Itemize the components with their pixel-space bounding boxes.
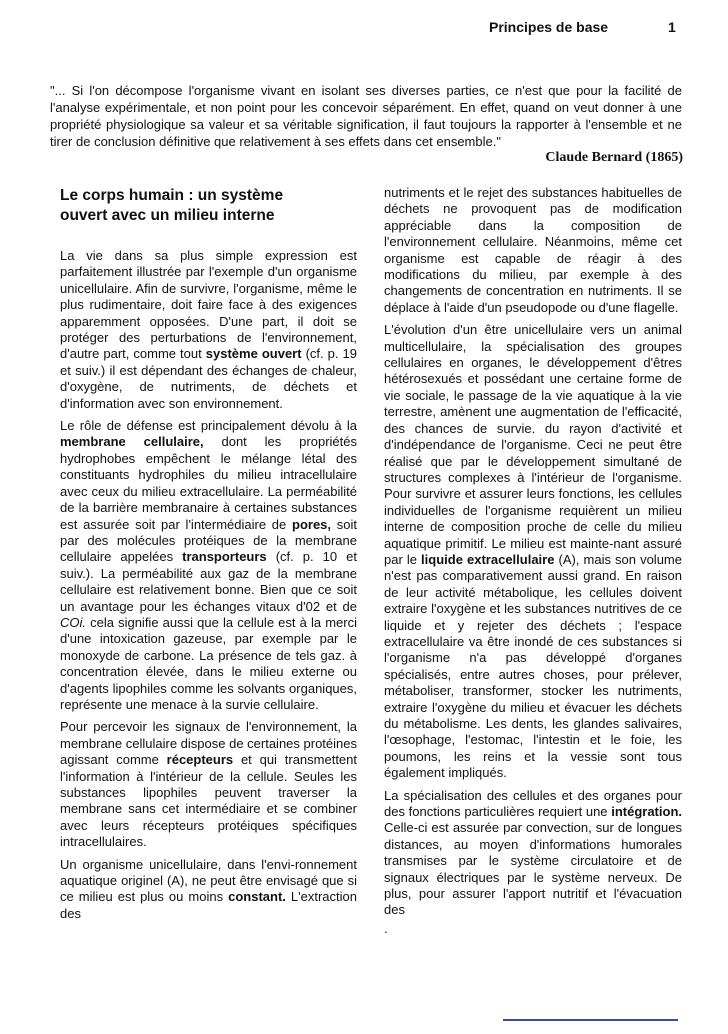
paragraph <box>60 418 357 713</box>
text-run: (cf. p. 19 et suiv.) il est dépendant des échanges de chaleur, d'oxygène, de nutriments, de déchets et d'information avec son environnement. <box>60 346 357 411</box>
paragraph <box>60 248 357 412</box>
page-header <box>0 19 728 39</box>
text-run: La spécialisation des cellules et des organes pour des fonctions particulières requiert une <box>384 787 682 820</box>
text-run: dont les propriétés hydrophobes empêchent le mélange létal des constituants hydrophiles du milieu intracellulaire avec ceux du milieu extracellulaire. La perméabilité de la barrière membranaire à certaines substances est assurée soit par l'intermédiaire de <box>60 434 357 532</box>
text-run: L'évolution d'un être unicellulaire vers un animal multicellulaire, la spécialisation des groupes cellulaires en organes, le développement d'êtres hétérosexués et possédant une certaine forme de vie sociale, le passage de la vie aquatique à la vie terrestre, amènent une augmentation de l'efficacité, des chances de survie. du rayon d'activité et d'indépendance de l'organisme. Ceci ne peut être réalisé que par le développement simultané de structures complexes à l'intérieur de l'organisme. Pour survivre et assurer leurs fonctions, les cellules individuelles de l'organisme requièrent un milieu interne de composition proche de celle du milieu aquatique primitif. Le milieu est mainte-nant assuré par le <box>384 322 682 567</box>
text-run: (A), mais son volume n'est pas comparativement aussi grand. En raison de leur activité métabolique, les cellules doivent extraire l'oxygène et les substances nutritives de ce liquide et y rejeter des déchets ; l'espace extracellulaire va être inondé de ces substances si l'organisme n'a pas développé d'organes spécialisés, entre autres choses, pour prélever, métaboliser, transformer, stocker les nutriments, extraire l'oxygène du milieu et évacuer les déchets du métabolisme. Les dents, les glandes salivaires, l'œsophage, l'estomac, l'intestin et le foie, les poumons, les reins et la vessie sont tous également impliqués. <box>384 551 682 781</box>
italic-term: COi. <box>60 614 86 630</box>
text-run: (cf. p. 10 et suiv.). La perméabilité aux gaz de la membrane cellulaire est relativement bonne. Bien que ce soit un avantage pour les échanges vitaux d'02 et de <box>60 549 357 614</box>
text-run: soit par des molécules protéiques de la membrane cellulaire appelées <box>60 516 357 565</box>
paragraph <box>384 322 682 781</box>
page-number: 1 <box>668 19 676 35</box>
epigraph-author: Claude Bernard (1865) <box>545 150 683 165</box>
text-run: cela signifie aussi que la cellule est à la merci d'une intoxication gazeuse, par exemple par le monoxyde de carbone. La présence de tels gaz. à concentration élevée, dans le milieu externe ou d'agents lipophiles comme les solvants organiques, représente une menace à la survie cellulaire. <box>60 614 357 712</box>
paragraph <box>384 788 682 919</box>
trailing-dot: . <box>384 920 388 936</box>
paragraph <box>60 857 357 923</box>
text-run: Le rôle de défense est principalement dévolu à la <box>60 418 357 434</box>
text-run: L'extraction des <box>60 889 357 921</box>
text-run: Un organisme unicellulaire, dans l'envi-ronnement aquatique originel (A), ne peut être envisagé que si ce milieu est plus ou moins <box>60 856 357 905</box>
section-heading <box>60 186 357 226</box>
bold-term: pores, <box>292 516 332 532</box>
bold-term: transporteurs <box>182 549 267 565</box>
right-column <box>384 185 682 943</box>
bold-term: intégration. <box>611 804 682 820</box>
section-title: Principes de base <box>489 19 609 35</box>
paragraph: nutriments et le rejet des substances habituelles de déchets ne provoquent pas de modification appréciable dans la composition de l'environnement cellulaire. Néanmoins, même cet organisme est capable de réagir à des modifications du milieu, par exemple à des changements de concentration en nutriments. Il se déplace à l'aide d'un pseudopode ou d'une flagelle. <box>384 185 682 315</box>
epigraph-quote: "... Si l'on décompose l'organisme vivant en isolant ses diverses parties, ce n'est que pour la facilité de l'analyse expérimentale, et non point pour les concevoir séparément. En effet, quand on veut donner à une propriété physiologique sa valeur et sa véritable signification, il faut toujours la rapporter à l'ensemble et ne tirer de conclusion définitive que relativement à ses effets dans cet ensemble." <box>50 83 682 149</box>
text-run: et qui transmettent l'information à l'intérieur de la cellule. Seules les substances lipophiles peuvent traverser la membrane sans cet intermédiaire et se combiner avec leurs récepteurs protéiques spécifiques intracellulaires. <box>60 752 358 850</box>
paragraph <box>60 719 357 850</box>
bold-term: membrane cellulaire, <box>60 434 204 450</box>
footer-rule <box>503 1019 678 1021</box>
left-column <box>60 186 357 928</box>
text-run: Pour percevoir les signaux de l'environnement, la membrane cellulaire dispose de certaines protéines agissant comme <box>60 719 357 768</box>
text-run: Celle-ci est assurée par convection, sur de longues distances, au moyen d'informations humorales transmises par le système circulatoire et de signaux électriques par le système nerveux. De plus, pour assurer l'apport nutritif et l'évacuation des <box>384 820 682 918</box>
bold-term: constant. <box>228 889 286 905</box>
bold-term: liquide extracellulaire <box>421 551 555 567</box>
heading-line-2: ouvert avec un milieu interne <box>60 207 275 224</box>
heading-line-1: Le corps humain : un système <box>60 187 284 204</box>
bold-term: récepteurs <box>166 752 234 768</box>
text-run: La vie dans sa plus simple expression est parfaitement illustrée par l'exemple d'un organisme unicellulaire. Afin de survivre, l'organisme, même le plus rudimentaire, doit faire face à des exigences apparemment opposées. D'une part, il doit se protéger des perturbations de l'environnement, d'autre part, comme tout <box>60 248 357 362</box>
bold-term: système ouvert <box>205 346 302 362</box>
